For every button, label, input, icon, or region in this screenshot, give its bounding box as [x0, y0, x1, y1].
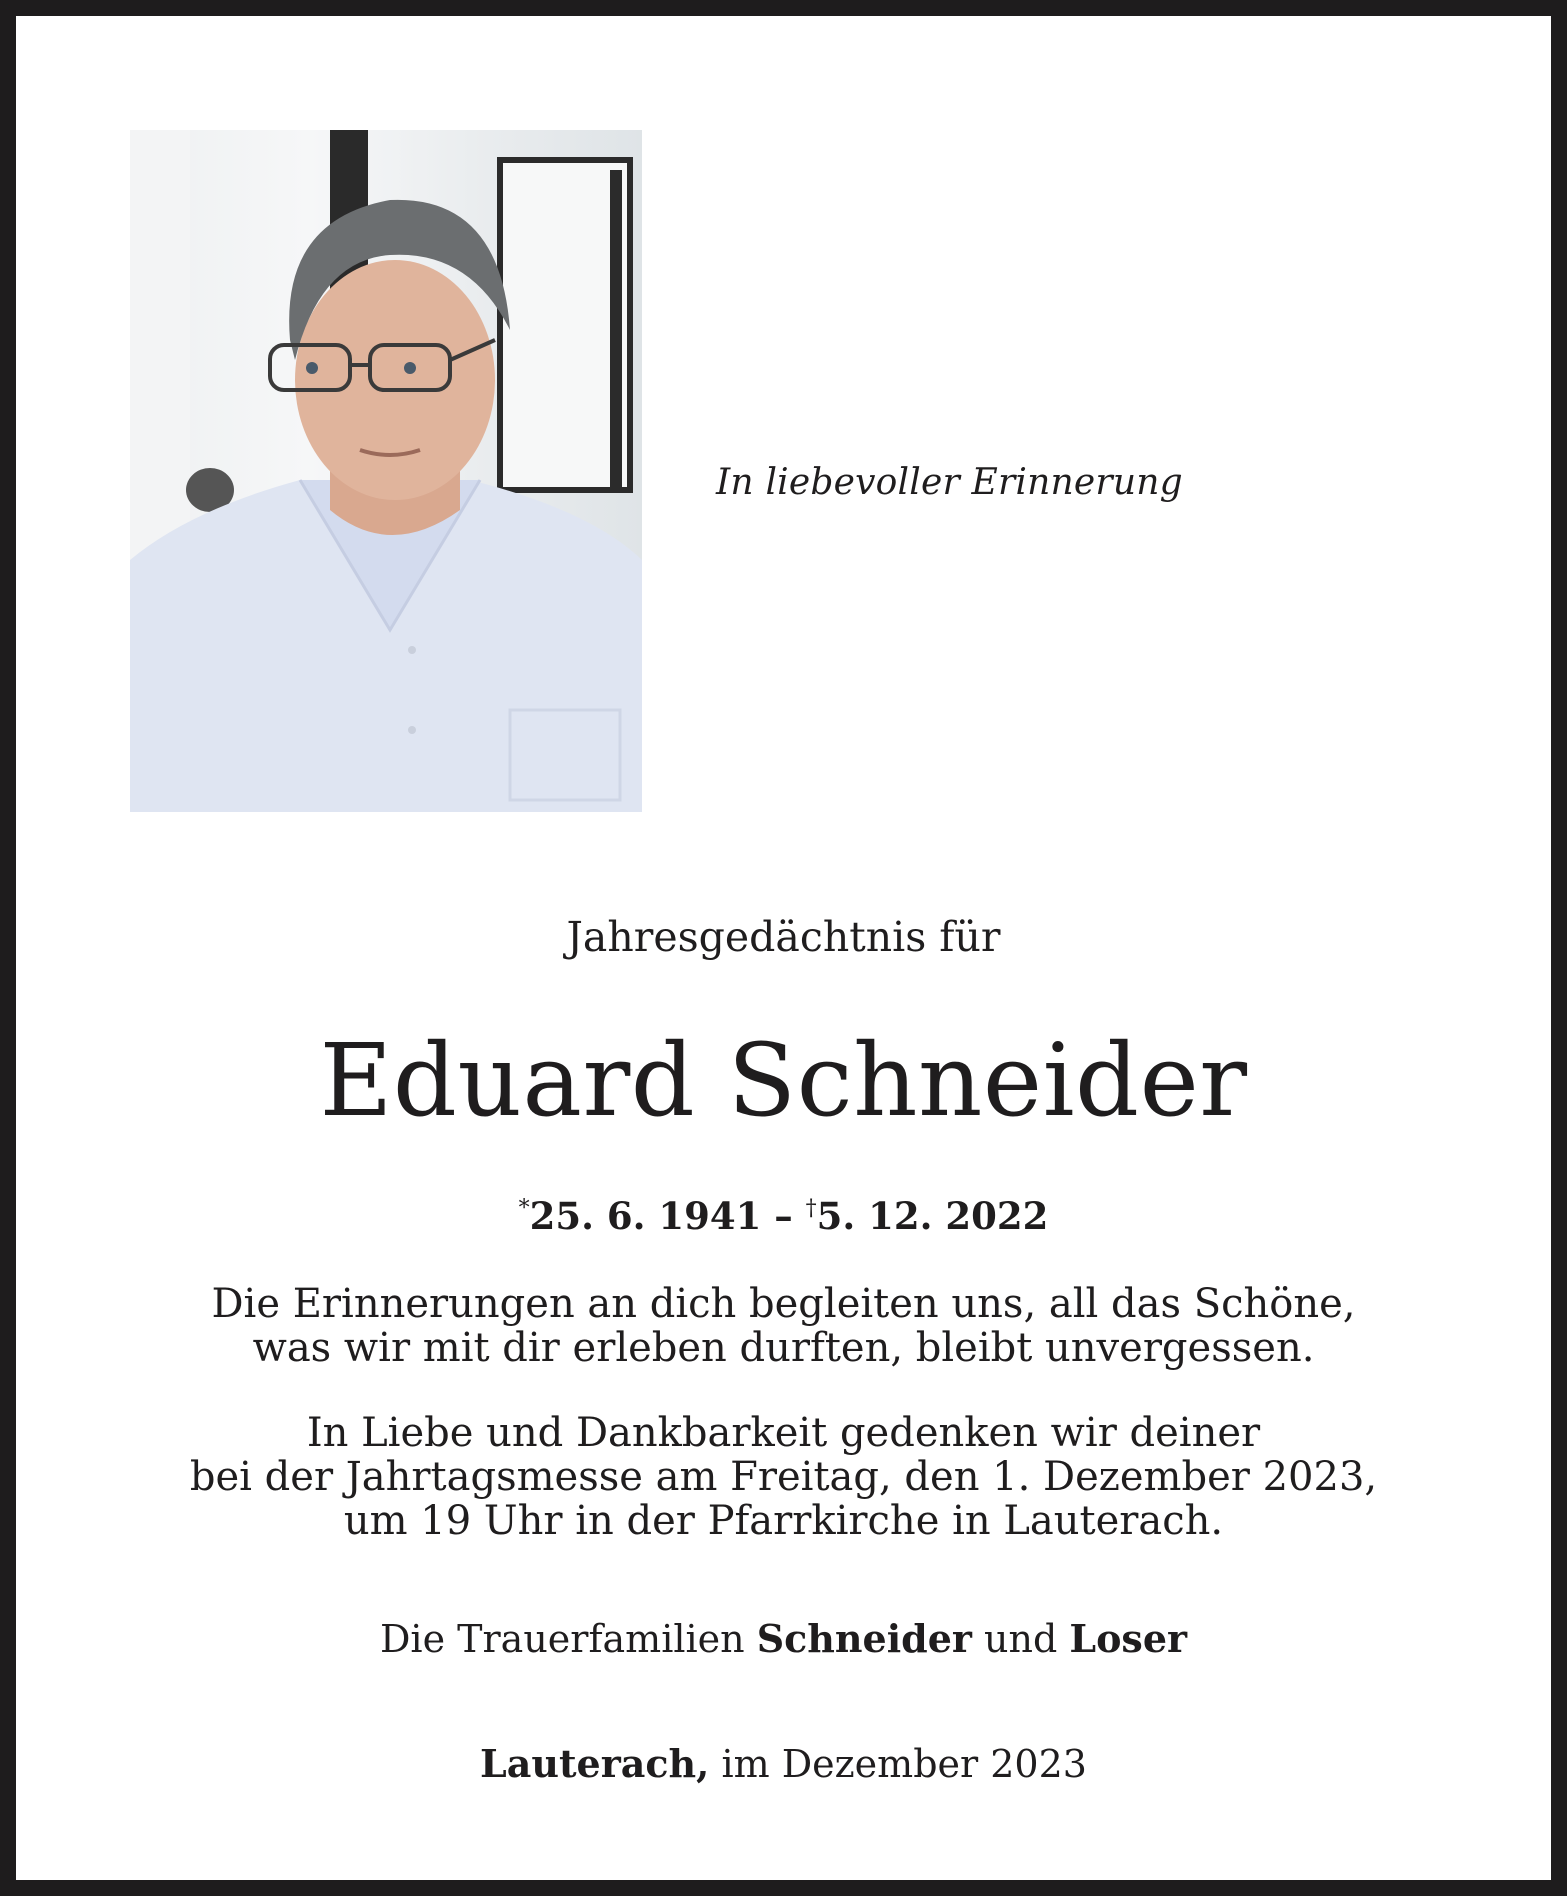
text-line: In Liebe und Dankbarkeit gedenken wir deiner [306, 1410, 1261, 1456]
obituary-page [16, 16, 1551, 1880]
intro-line: Jahresgedächtnis für [566, 913, 1001, 961]
death-symbol: † [805, 1196, 817, 1221]
date-separator: – [761, 1194, 806, 1238]
deceased-name: Eduard Schneider [319, 1022, 1248, 1139]
text-line: was wir mit dir erleben durften, bleibt unvergessen. [252, 1325, 1315, 1371]
family-signature [16, 1616, 1551, 1661]
place-month: im Dezember 2023 [709, 1742, 1087, 1786]
window-mullion [610, 170, 622, 490]
text-line: Die Erinnerungen an dich begleiten uns, all das Schöne, [211, 1281, 1356, 1327]
text-line: um 19 Uhr in der Pfarrkirche in Lauterach. [343, 1498, 1224, 1544]
portrait-illustration [130, 130, 642, 812]
birth-date: 25. 6. 1941 [529, 1194, 762, 1238]
text-line: bei der Jahrtagsmesse am Freitag, den 1. Dezember 2023, [189, 1454, 1378, 1500]
place-date [16, 1741, 1551, 1786]
face [295, 260, 495, 500]
family-name-2: Loser [1069, 1616, 1188, 1661]
family-prefix: Die Trauerfamilien [379, 1617, 757, 1661]
life-dates [16, 1194, 1551, 1238]
place-town: Lauterach, [480, 1741, 710, 1786]
death-date: 5. 12. 2022 [816, 1194, 1049, 1238]
birth-symbol: * [518, 1196, 530, 1221]
mass-announcement [16, 1411, 1551, 1543]
memorial-text [16, 1282, 1551, 1370]
family-connector: und [971, 1617, 1070, 1661]
motto: In liebevoller Erinnerung [716, 462, 1183, 503]
portrait-photo [130, 130, 642, 812]
family-name-1: Schneider [756, 1616, 972, 1661]
